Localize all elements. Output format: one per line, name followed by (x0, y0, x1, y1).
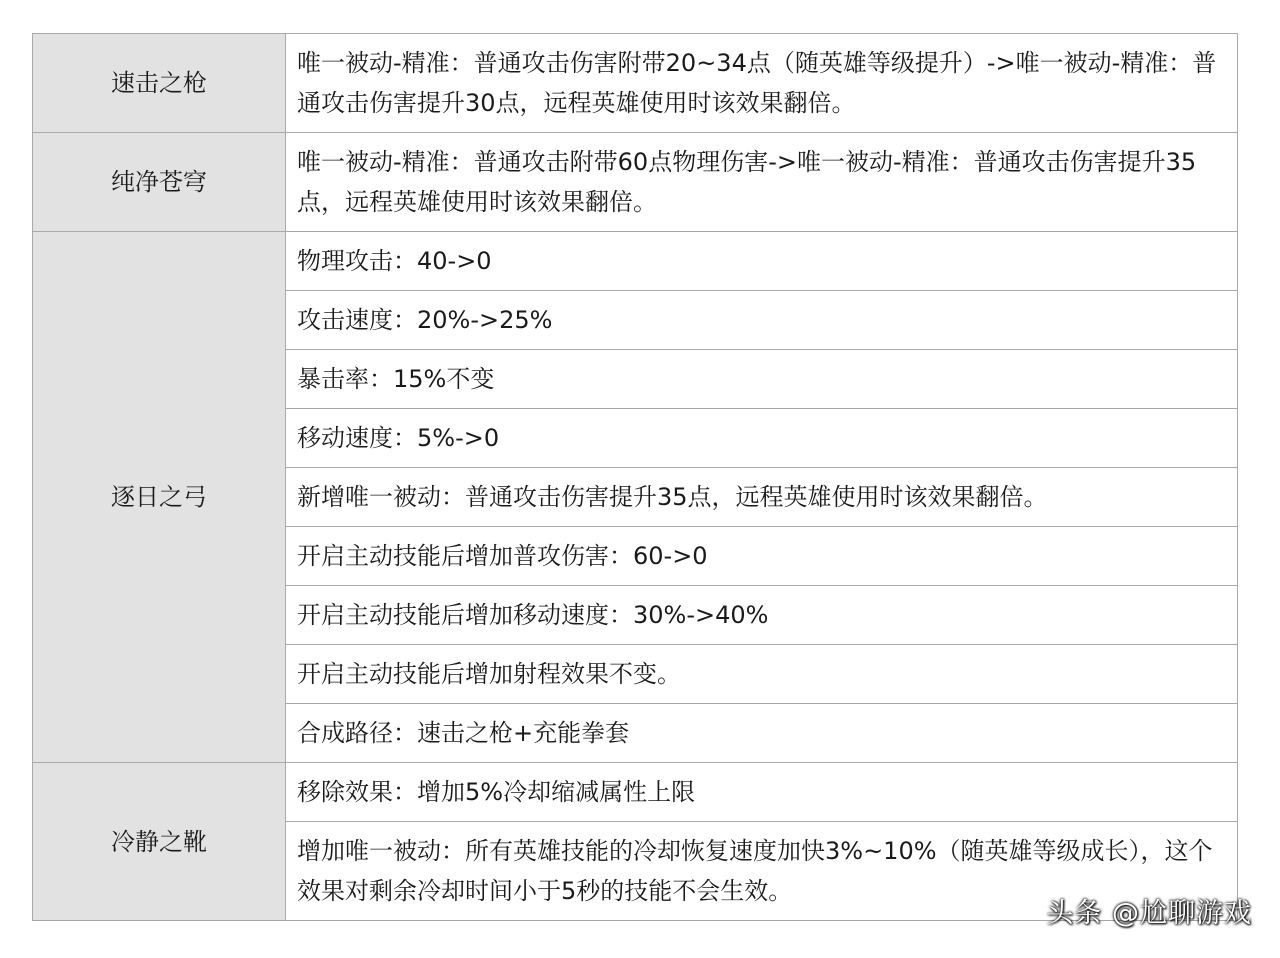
table-row (33, 133, 1238, 232)
item-effect-cell: 攻击速度：20%->25% (286, 291, 1238, 350)
item-effect-cell: 增加唯一被动：所有英雄技能的冷却恢复速度加快3%~10%（随英雄等级成长），这个效果对剩余冷却时间小于5秒的技能不会生效。 (286, 822, 1238, 921)
item-effect-cell: 移动速度：5%->0 (286, 409, 1238, 468)
item-effect-cell: 开启主动技能后增加射程效果不变。 (286, 645, 1238, 704)
table-row (33, 34, 1238, 133)
item-name-cell: 冷静之靴 (33, 763, 286, 921)
item-effect-cell: 新增唯一被动：普通攻击伤害提升35点，远程英雄使用时该效果翻倍。 (286, 468, 1238, 527)
item-name-cell: 逐日之弓 (33, 232, 286, 763)
item-name-cell: 纯净苍穹 (33, 133, 286, 232)
item-effect-cell: 物理攻击：40->0 (286, 232, 1238, 291)
item-effect-cell: 合成路径：速击之枪+充能拳套 (286, 704, 1238, 763)
item-name-cell: 速击之枪 (33, 34, 286, 133)
item-effect-cell: 唯一被动-精准：普通攻击附带60点物理伤害->唯一被动-精准：普通攻击伤害提升35点，远程英雄使用时该效果翻倍。 (286, 133, 1238, 232)
item-effect-cell: 开启主动技能后增加普攻伤害：60->0 (286, 527, 1238, 586)
table-row (33, 763, 1238, 822)
item-effect-cell: 开启主动技能后增加移动速度：30%->40% (286, 586, 1238, 645)
item-changes-table (32, 33, 1238, 921)
item-effect-cell: 暴击率：15%不变 (286, 350, 1238, 409)
item-effect-cell: 移除效果：增加5%冷却缩减属性上限 (286, 763, 1238, 822)
watermark-text: 头条 @尬聊游戏 (1046, 898, 1252, 929)
item-effect-cell: 唯一被动-精准：普通攻击伤害附带20~34点（随英雄等级提升）->唯一被动-精准：普通攻击伤害提升30点，远程英雄使用时该效果翻倍。 (286, 34, 1238, 133)
table-row (33, 232, 1238, 291)
